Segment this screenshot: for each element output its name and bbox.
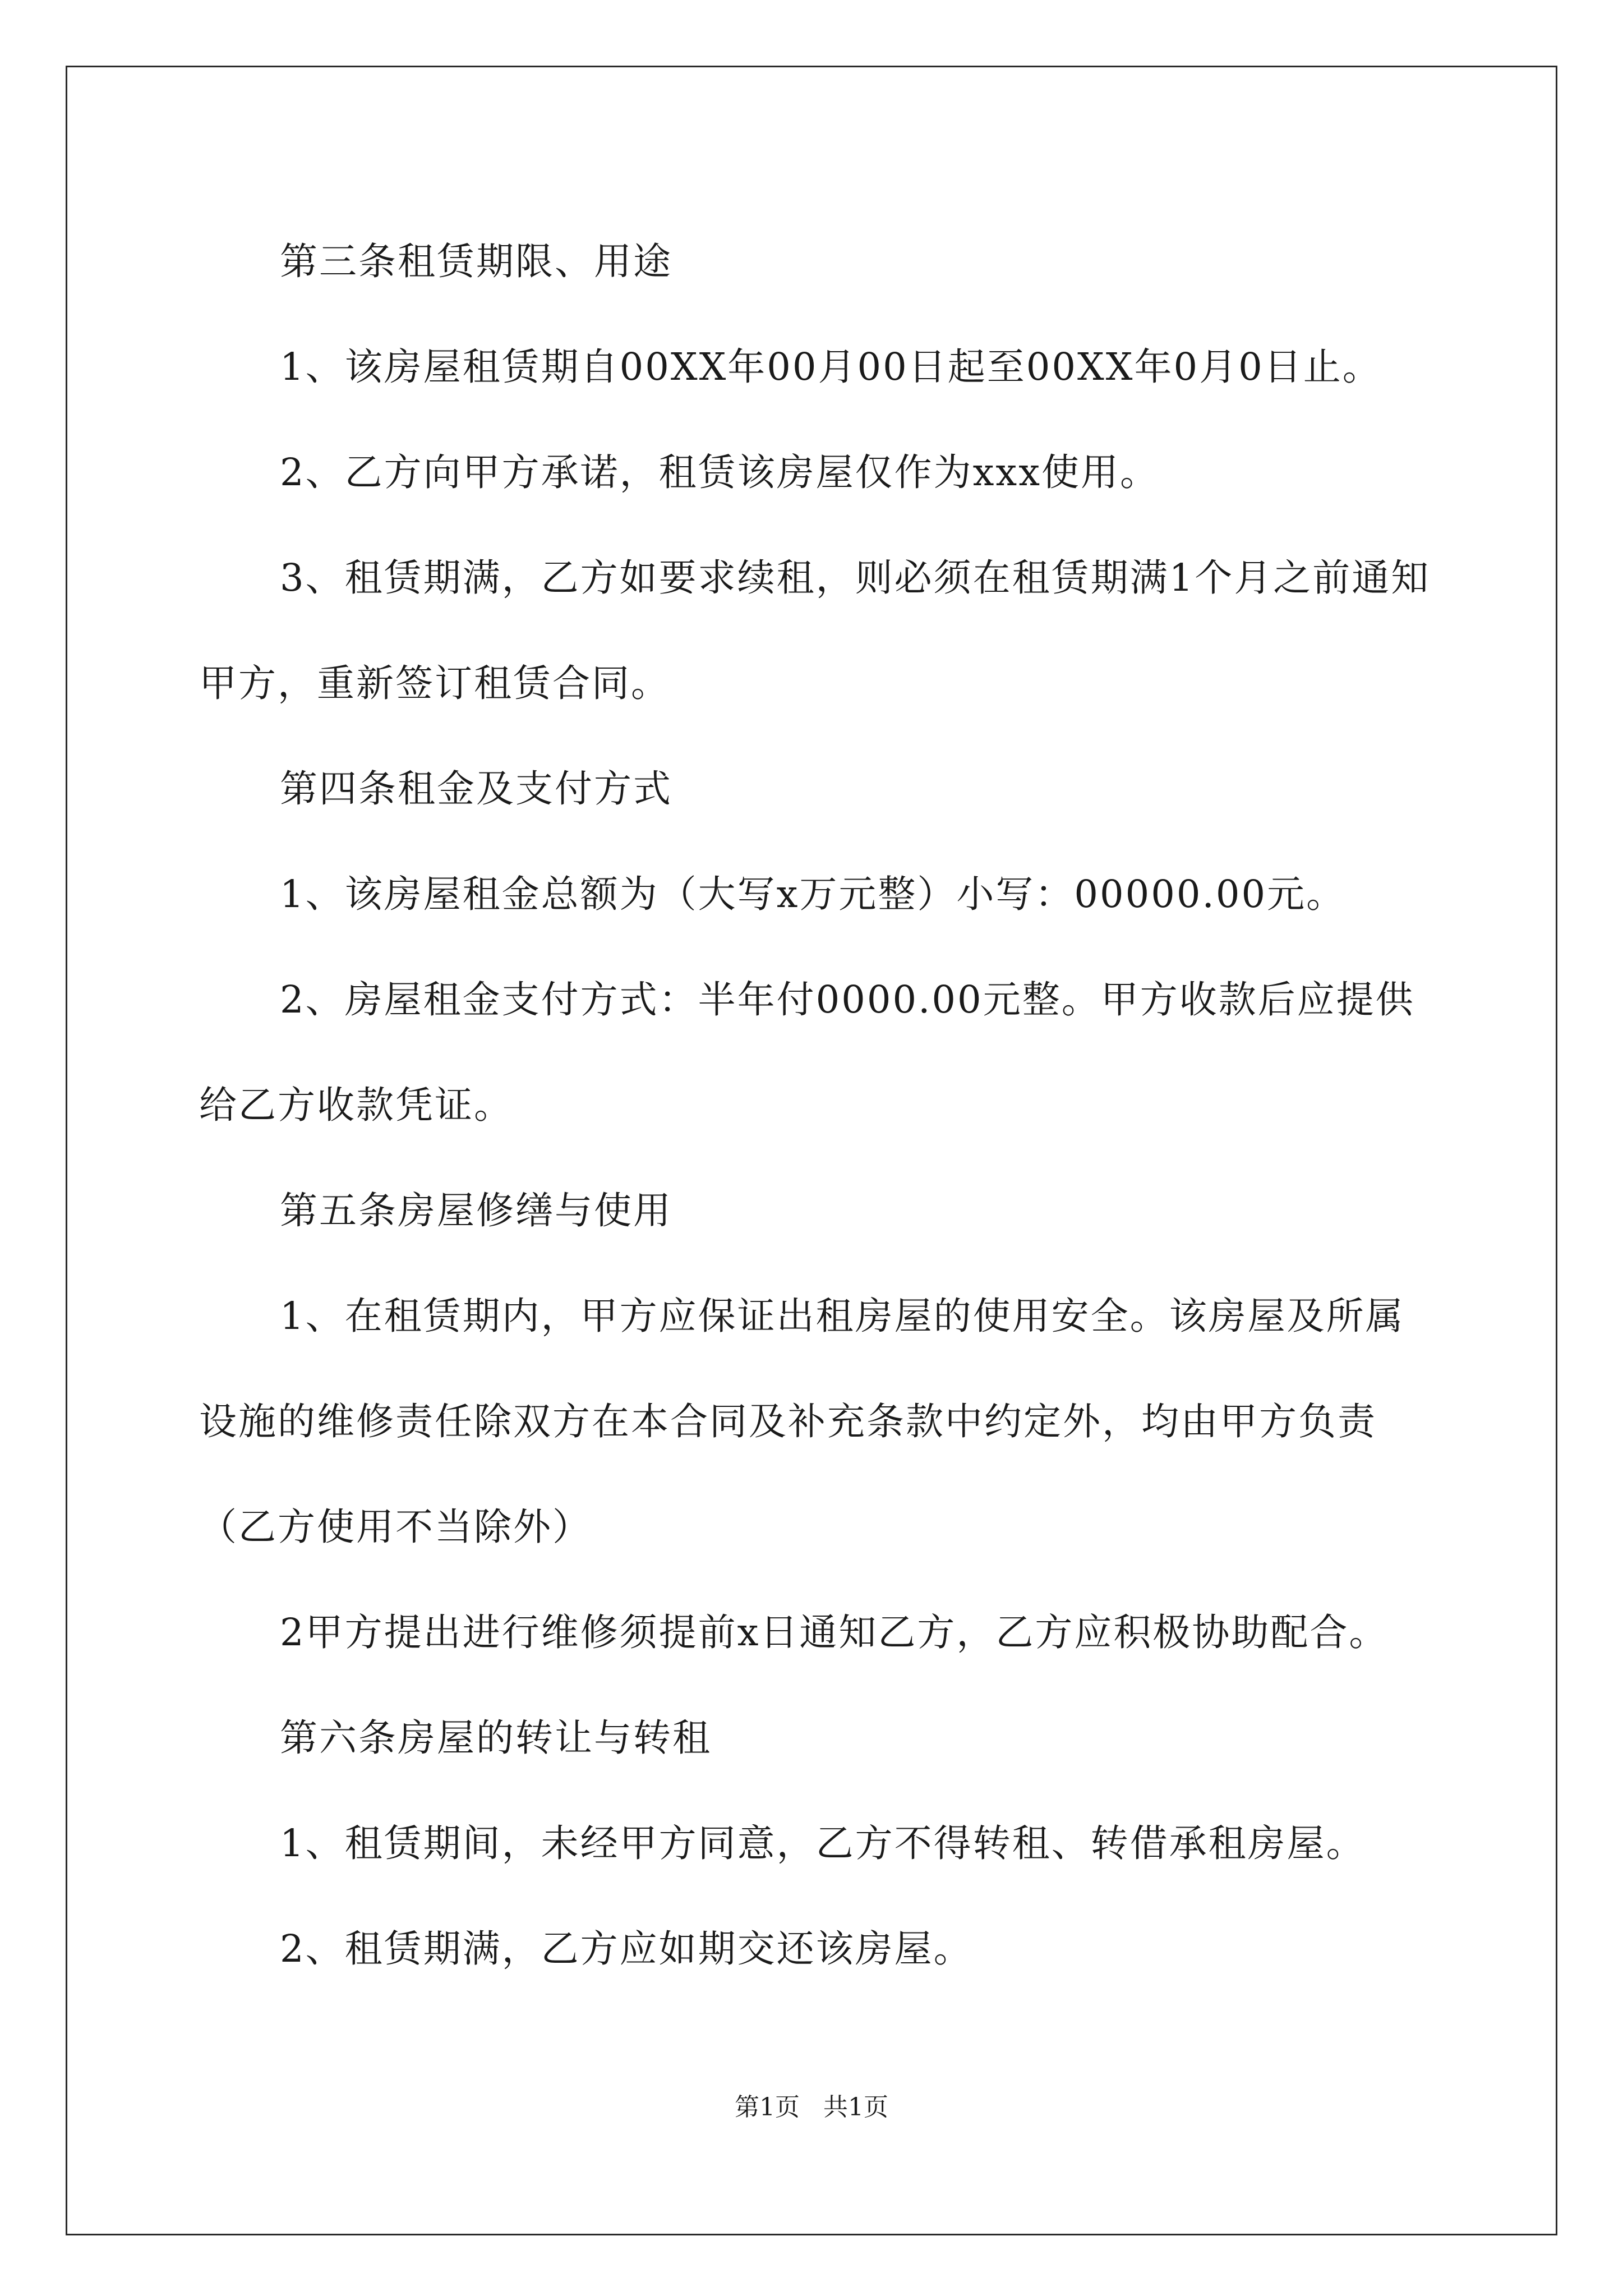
clause-6-2: 2、租赁期满，乙方应如期交还该房屋。 (280, 1927, 973, 1971)
section-heading-4: 第四条租金及支付方式 (280, 767, 672, 811)
page-number: 第1页 (735, 2093, 800, 2122)
clause-5-2: 2甲方提出进行维修须提前x日通知乙方，乙方应积极协助配合。 (280, 1611, 1389, 1654)
clause-6-1: 1、租赁期间，未经甲方同意，乙方不得转租、转借承租房屋。 (280, 1821, 1366, 1865)
section-heading-3: 第三条租赁期限、用途 (280, 240, 672, 283)
clause-3-1: 1、该房屋租赁期自00XX年00月00日起至00XX年0月0日止。 (280, 345, 1382, 389)
clause-5-1: 1、在租赁期内，甲方应保证出租房屋的使用安全。该房屋及所属设施的维修责任除双方在本合同及补充条款中约定外，均由甲方负责（乙方使用不当除外） (199, 1294, 1405, 1549)
clause-3-3: 3、租赁期满，乙方如要求续租，则必须在租赁期满1个月之前通知甲方，重新签订租赁合同。 (199, 556, 1431, 705)
clause-4-1: 1、该房屋租金总额为（大写x万元整）小写：00000.00元。 (280, 872, 1346, 916)
document-body (199, 209, 1438, 2001)
section-heading-5: 第五条房屋修缮与使用 (280, 1189, 672, 1232)
clause-4-2: 2、房屋租金支付方式：半年付0000.00元整。甲方收款后应提供给乙方收款凭证。 (199, 978, 1415, 1127)
section-heading-6: 第六条房屋的转让与转租 (280, 1716, 712, 1760)
page-footer (0, 2087, 1623, 2123)
page-total: 共1页 (823, 2093, 888, 2122)
clause-3-2: 2、乙方向甲方承诺，租赁该房屋仅作为xxx使用。 (280, 450, 1159, 494)
